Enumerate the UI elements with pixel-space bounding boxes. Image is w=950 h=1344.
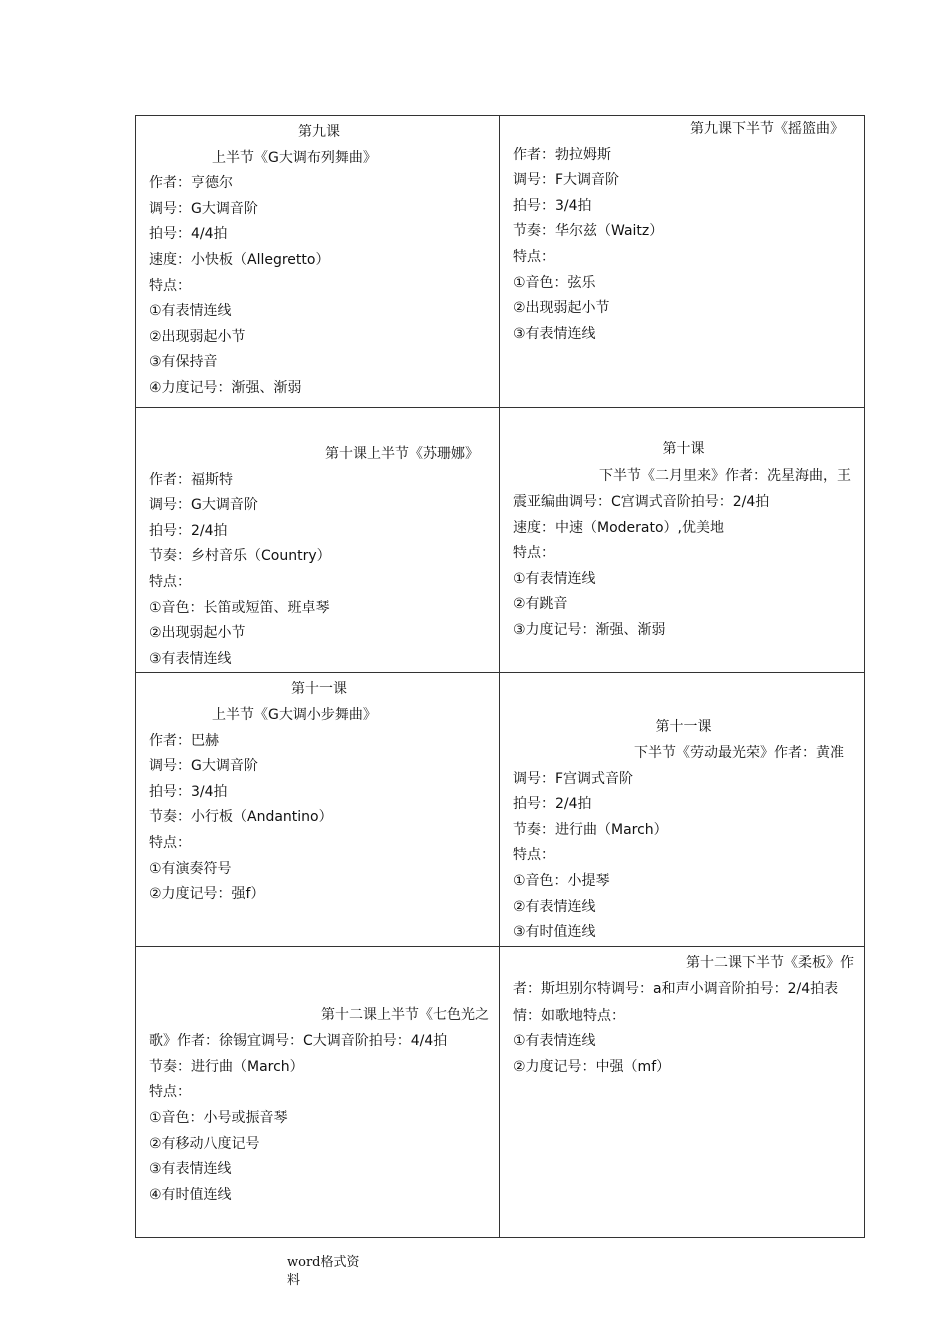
cell-title: 第十课 xyxy=(662,441,705,457)
detail-line: ②出现弱起小节 xyxy=(149,328,246,345)
lesson-12-second-half-cell xyxy=(500,946,865,1237)
detail-line: 特点： xyxy=(149,277,191,294)
cell-title: 第十一课 xyxy=(655,719,712,736)
detail-line: ③力度记号：渐强、渐弱 xyxy=(513,621,666,638)
detail-line: ②有移动八度记号 xyxy=(149,1135,260,1152)
detail-line: ①有演奏符号 xyxy=(149,860,232,877)
detail-line: 节奏：小行板（Andantino） xyxy=(149,809,333,826)
detail-line: 拍号：4/4拍 xyxy=(149,226,228,243)
table-row xyxy=(136,946,865,1237)
lesson-12-first-half-cell xyxy=(136,946,500,1237)
cell-title: 第九课 xyxy=(298,124,340,140)
detail-line: 调号：G大调音阶 xyxy=(149,497,258,514)
cell-title: 第十二课下半节《柔板》作 xyxy=(686,954,854,971)
cell-subtitle: 上半节《G大调小步舞曲》 xyxy=(212,706,377,723)
detail-line: 节奏：华尔兹（Waitz） xyxy=(513,223,664,240)
lesson-9-second-half-cell xyxy=(500,116,865,408)
detail-line: ②出现弱起小节 xyxy=(513,300,610,317)
lesson-10-first-half-cell xyxy=(136,408,500,673)
detail-line: ①有表情连线 xyxy=(513,1033,596,1050)
detail-line: ①音色：小号或振音琴 xyxy=(149,1109,288,1126)
cell-paragraph: 歌》作者：徐锡宜调号：C大调音阶拍号：4/4拍 xyxy=(149,1033,448,1050)
detail-line: 特点： xyxy=(149,834,191,851)
table-row xyxy=(136,116,865,408)
detail-line: ②力度记号：中强（mf） xyxy=(513,1058,671,1075)
lesson-11-first-half-cell xyxy=(136,673,500,946)
table-row xyxy=(136,408,865,673)
detail-line: ②出现弱起小节 xyxy=(149,625,246,642)
detail-line: ④有时值连线 xyxy=(149,1186,232,1203)
detail-line: 作者：亨德尔 xyxy=(149,175,233,192)
cell-paragraph: 者：斯坦别尔特调号：a和声小调音阶拍号：2/4拍表情：如歌地特点： xyxy=(513,981,839,1024)
detail-line: 调号：F大调音阶 xyxy=(513,172,620,189)
detail-line: ③有保持音 xyxy=(149,354,218,371)
detail-line: ④力度记号：渐强、渐弱 xyxy=(149,379,302,396)
detail-line: 调号：F宫调式音阶 xyxy=(513,770,634,787)
detail-line: ②有表情连线 xyxy=(513,898,596,915)
cell-title: 第十一课 xyxy=(291,681,347,698)
detail-line: 节奏：进行曲（March） xyxy=(513,821,668,838)
cell-paragraph: 下半节《二月里来》作者：冼星海曲，王震亚编曲调号：C宫调式音阶拍号：2/4拍 xyxy=(513,467,851,511)
detail-line: ①音色：小提琴 xyxy=(513,872,610,889)
footer-caption: word格式资料 xyxy=(287,1255,360,1288)
detail-line: ①有表情连线 xyxy=(149,303,232,320)
cell-title: 第十二课上半节《七色光之 xyxy=(321,1006,489,1023)
lesson-table xyxy=(135,115,865,1238)
cell-title: 第九课下半节《摇篮曲》 xyxy=(690,121,844,137)
detail-line: 调号：G大调音阶 xyxy=(149,758,258,775)
detail-line: 调号：G大调音阶 xyxy=(149,200,258,217)
detail-line: ③有表情连线 xyxy=(513,325,596,342)
detail-line: 特点： xyxy=(149,1084,191,1101)
detail-line: ①有表情连线 xyxy=(513,570,596,587)
lesson-11-second-half-cell xyxy=(500,673,865,946)
cell-subtitle: 下半节《劳动最光荣》作者：黄准 xyxy=(634,744,844,761)
detail-line: 特点： xyxy=(513,847,555,864)
detail-line: ③有时值连线 xyxy=(513,924,596,941)
cell-title: 第十课上半节《苏珊娜》 xyxy=(325,446,479,462)
detail-line: 特点： xyxy=(513,248,555,265)
detail-line: 速度：小快板（Allegretto） xyxy=(149,251,330,268)
table-row xyxy=(136,673,865,946)
detail-line: 作者：勃拉姆斯 xyxy=(513,146,611,163)
detail-line: 特点： xyxy=(513,545,555,562)
detail-line: 特点： xyxy=(149,573,191,590)
lesson-10-second-half-cell xyxy=(500,408,865,673)
detail-line: 拍号：3/4拍 xyxy=(513,197,592,214)
detail-line: 作者：巴赫 xyxy=(149,732,219,749)
detail-line: 拍号：2/4拍 xyxy=(513,796,592,813)
detail-line: ①音色：弦乐 xyxy=(513,274,596,291)
detail-line: 速度：中速（Moderato）,优美地 xyxy=(513,519,724,536)
detail-line: ①音色：长笛或短笛、班卓琴 xyxy=(149,599,330,616)
detail-line: ②有跳音 xyxy=(513,596,568,613)
detail-line: 节奏：进行曲（March） xyxy=(149,1058,304,1075)
cell-subtitle: 上半节《G大调布列舞曲》 xyxy=(212,149,377,166)
lesson-9-first-half-cell xyxy=(136,116,500,408)
detail-line: ③有表情连线 xyxy=(149,650,232,667)
detail-line: 作者：福斯特 xyxy=(149,471,233,488)
detail-line: 拍号：3/4拍 xyxy=(149,783,228,800)
detail-line: 节奏：乡村音乐（Country） xyxy=(149,548,331,565)
detail-line: ②力度记号：强f） xyxy=(149,886,265,903)
detail-line: 拍号：2/4拍 xyxy=(149,522,228,539)
detail-line: ③有表情连线 xyxy=(149,1161,232,1178)
